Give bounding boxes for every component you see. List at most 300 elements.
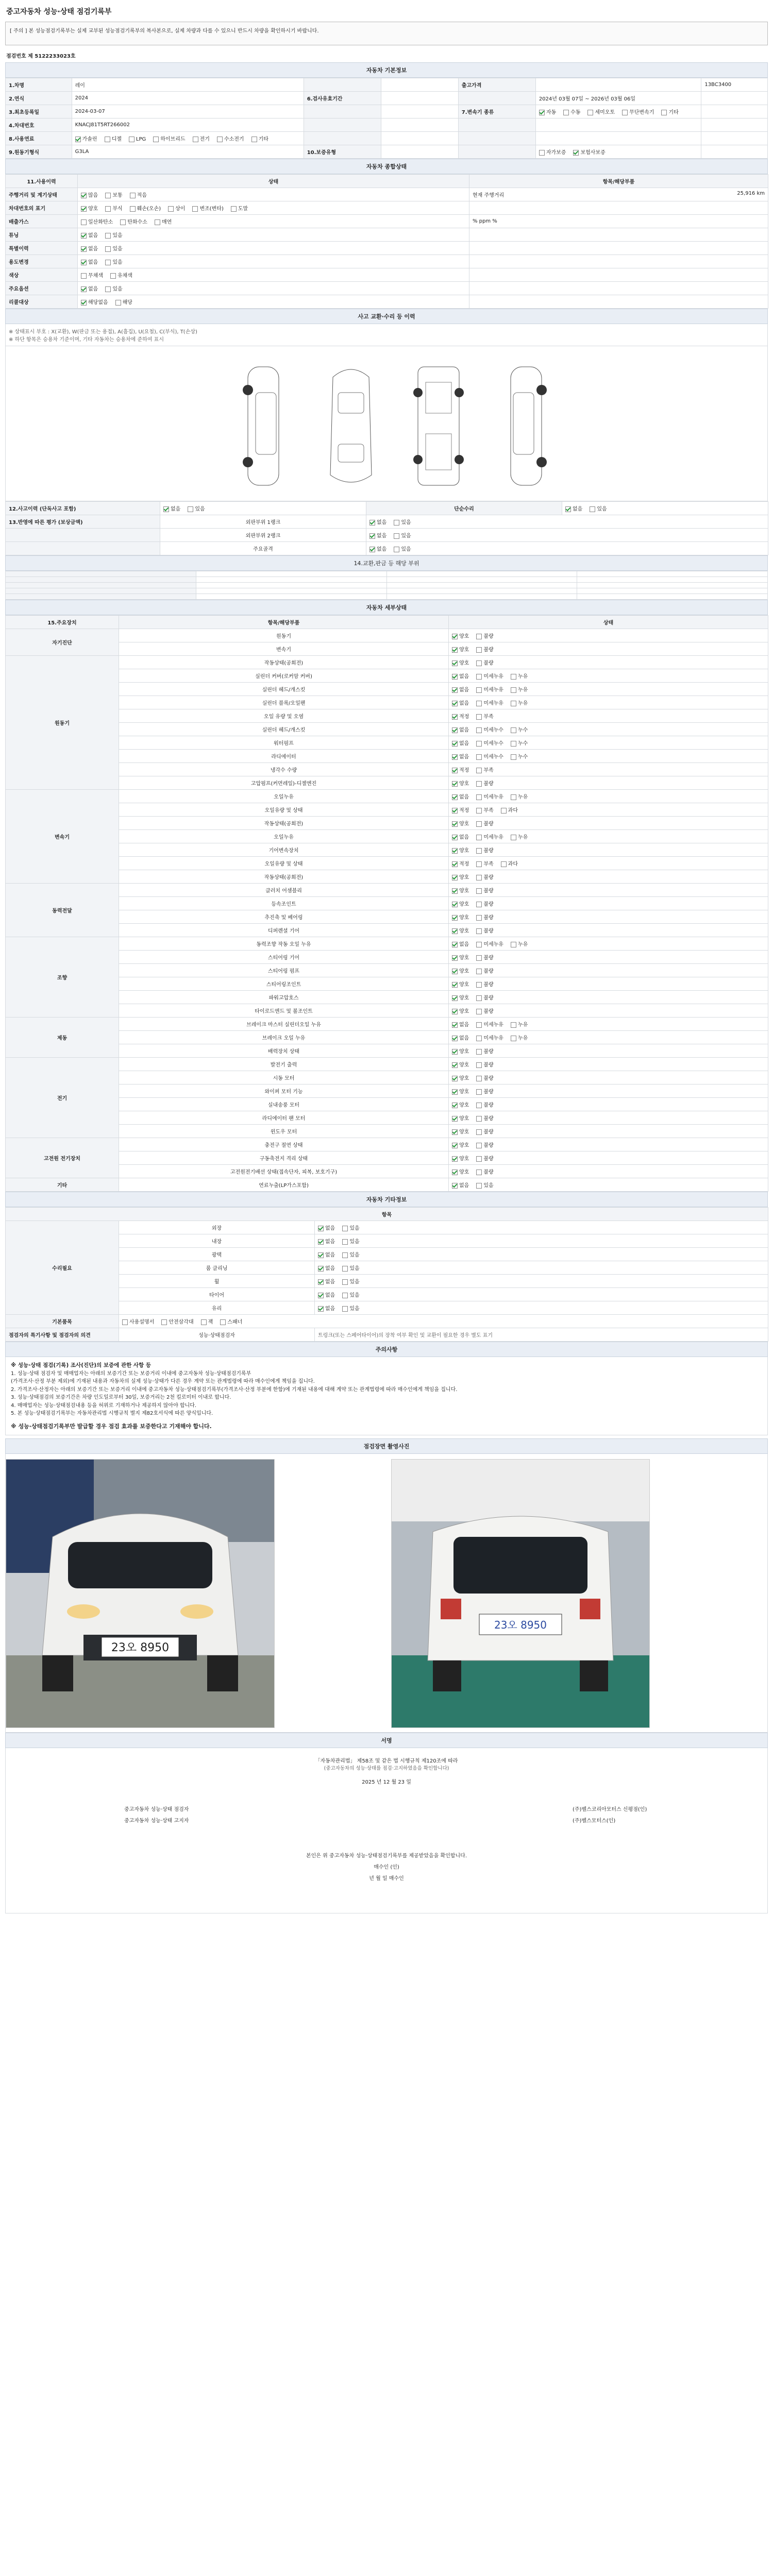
option-label: 양호 <box>459 821 469 827</box>
checkbox[interactable] <box>622 110 628 115</box>
option-label: 불량 <box>483 888 494 894</box>
checkbox[interactable] <box>318 1306 324 1312</box>
checkbox[interactable] <box>342 1279 348 1285</box>
checkbox[interactable] <box>75 137 81 142</box>
option-label: 보험사보증 <box>580 150 606 156</box>
transmission-option <box>563 110 580 115</box>
checkbox[interactable] <box>394 533 399 539</box>
checkbox[interactable] <box>452 982 458 988</box>
option-label: 불량 <box>483 848 494 854</box>
other-option <box>342 1266 359 1272</box>
checkbox[interactable] <box>452 875 458 880</box>
checkbox[interactable] <box>318 1293 324 1298</box>
checkbox[interactable] <box>511 942 516 947</box>
checkbox[interactable] <box>511 1022 516 1028</box>
checkbox[interactable] <box>342 1252 348 1258</box>
checkbox[interactable] <box>511 754 516 760</box>
checkbox[interactable] <box>318 1252 324 1258</box>
overall-option <box>81 193 98 198</box>
checkbox[interactable] <box>452 1143 458 1148</box>
checkbox[interactable] <box>476 687 482 693</box>
checkbox[interactable] <box>452 714 458 720</box>
detail-row <box>6 817 768 830</box>
checkbox[interactable] <box>452 995 458 1001</box>
checkbox[interactable] <box>115 300 121 306</box>
checkbox[interactable] <box>661 110 667 115</box>
checkbox[interactable] <box>476 995 482 1001</box>
checkbox[interactable] <box>81 193 87 198</box>
overall-option <box>81 260 98 265</box>
checkbox[interactable] <box>168 206 174 212</box>
detail-option <box>476 741 503 747</box>
checkbox[interactable] <box>452 634 458 639</box>
item-label: 시동 모터 <box>119 1071 449 1084</box>
row-label: 용도변경 <box>6 255 78 268</box>
sign-statement-2: (중고자동차의 성능·상태를 점검·고지하였음을 확인합니다) <box>324 1765 449 1771</box>
field-value: 2024-03-07 <box>72 105 304 118</box>
option-label: 있음 <box>401 533 411 539</box>
checkbox[interactable] <box>476 1170 482 1175</box>
field-value <box>381 105 458 118</box>
row-label <box>6 529 160 542</box>
checkbox[interactable] <box>511 741 516 747</box>
option-label: 잭 <box>208 1319 213 1325</box>
basic-info-table <box>5 78 768 159</box>
checkbox[interactable] <box>452 647 458 653</box>
checkbox[interactable] <box>476 821 482 827</box>
basic-items <box>119 1315 768 1328</box>
accident-sub-option <box>394 533 411 539</box>
option-label: 무단변속기 <box>629 110 654 115</box>
checkbox[interactable] <box>539 150 545 156</box>
detail-row <box>6 1178 768 1192</box>
checkbox[interactable] <box>81 286 87 292</box>
option-label: 누유 <box>517 701 528 706</box>
checkbox[interactable] <box>105 206 111 212</box>
checkbox[interactable] <box>563 110 569 115</box>
checkbox[interactable] <box>452 1062 458 1068</box>
detail-option <box>476 942 503 947</box>
field-label: 1.차명 <box>6 78 72 92</box>
field-label <box>304 105 381 118</box>
checkbox[interactable] <box>155 219 160 225</box>
checkbox[interactable] <box>452 915 458 921</box>
option-label: 미세누유 <box>483 942 503 947</box>
checkbox[interactable] <box>476 1143 482 1148</box>
front-photo <box>6 1459 275 1728</box>
checkbox[interactable] <box>476 768 482 773</box>
option-label: 불량 <box>483 1076 494 1081</box>
item-label: 고전원전기배선 상태(접속단자, 피복, 보호기구) <box>119 1165 449 1178</box>
item-options <box>315 1288 768 1301</box>
detail-option <box>476 781 493 787</box>
checkbox[interactable] <box>452 821 458 827</box>
checkbox[interactable] <box>476 1156 482 1162</box>
detail-option <box>476 821 493 827</box>
form-number-value: 5122233023호 <box>35 54 76 59</box>
option-label: 적정 <box>459 808 469 814</box>
simple-repair-option <box>590 506 607 512</box>
field-label <box>304 132 381 145</box>
checkbox[interactable] <box>476 915 482 921</box>
item-options <box>449 642 768 656</box>
field-value <box>72 132 304 145</box>
checkbox[interactable] <box>476 928 482 934</box>
checkbox[interactable] <box>452 781 458 787</box>
checkbox[interactable] <box>342 1226 348 1231</box>
checkbox[interactable] <box>476 1076 482 1081</box>
checkbox[interactable] <box>251 137 257 142</box>
checkbox[interactable] <box>452 848 458 854</box>
checkbox[interactable] <box>81 219 87 225</box>
overall-option <box>81 206 98 212</box>
detail-option <box>452 875 469 880</box>
checkbox[interactable] <box>476 674 482 680</box>
checkbox[interactable] <box>318 1279 324 1285</box>
option-label: 없음 <box>459 1183 469 1189</box>
checkbox[interactable] <box>193 137 198 142</box>
detail-option <box>511 835 528 840</box>
section-other-header: 자동차 기타정보 <box>5 1192 768 1207</box>
item-label: 스티어링조인트 <box>119 977 449 991</box>
checkbox[interactable] <box>81 300 87 306</box>
option-label: 누유 <box>517 1036 528 1041</box>
detail-option <box>452 794 469 800</box>
item-label: 충전구 절연 상태 <box>119 1138 449 1151</box>
option-label: 양호 <box>88 206 98 212</box>
field-label: 9.원동기형식 <box>6 145 72 159</box>
detail-option <box>476 1022 503 1028</box>
checkbox[interactable] <box>452 1089 458 1095</box>
checkbox[interactable] <box>81 206 87 212</box>
checkbox[interactable] <box>452 1156 458 1162</box>
checkbox[interactable] <box>452 701 458 706</box>
row-label: 리콜대상 <box>6 295 78 309</box>
detail-option <box>501 808 518 814</box>
checkbox[interactable] <box>122 1319 128 1325</box>
checkbox[interactable] <box>452 1049 458 1055</box>
checkbox[interactable] <box>476 861 482 867</box>
checkbox[interactable] <box>476 1009 482 1014</box>
detail-option <box>476 1170 493 1175</box>
checkbox[interactable] <box>130 193 136 198</box>
checkbox[interactable] <box>318 1226 324 1231</box>
other-option <box>318 1279 335 1285</box>
option-label: 있음 <box>349 1306 360 1312</box>
section-sign-header: 서명 <box>5 1733 768 1748</box>
checkbox[interactable] <box>476 875 482 880</box>
item-label: 워터펌프 <box>119 736 449 750</box>
caution-notes <box>5 1357 768 1435</box>
checkbox[interactable] <box>452 1022 458 1028</box>
checkbox[interactable] <box>476 1103 482 1108</box>
option-label: 유채색 <box>117 273 132 279</box>
row-options <box>78 268 469 282</box>
checkbox[interactable] <box>501 808 507 814</box>
checkbox[interactable] <box>105 193 111 198</box>
checkbox[interactable] <box>476 634 482 639</box>
item-label: 타이로드엔드 및 볼조인트 <box>119 1004 449 1018</box>
fuel-option <box>129 137 146 142</box>
checkbox[interactable] <box>105 246 111 252</box>
checkbox[interactable] <box>452 794 458 800</box>
detail-option <box>476 1089 493 1095</box>
item-options <box>449 991 768 1004</box>
checkbox[interactable] <box>511 674 516 680</box>
checkbox[interactable] <box>452 1129 458 1135</box>
detail-option <box>452 1170 469 1175</box>
checkbox[interactable] <box>452 727 458 733</box>
checkbox[interactable] <box>590 506 595 512</box>
checkbox[interactable] <box>476 647 482 653</box>
detail-row <box>6 910 768 924</box>
checkbox[interactable] <box>452 1183 458 1189</box>
checkbox[interactable] <box>511 701 516 706</box>
checkbox[interactable] <box>476 835 482 840</box>
group-label: 동력전달 <box>6 884 119 937</box>
checkbox[interactable] <box>476 1022 482 1028</box>
checkbox[interactable] <box>476 808 482 814</box>
checkbox[interactable] <box>476 781 482 787</box>
detail-row <box>6 1165 768 1178</box>
detail-row <box>6 857 768 870</box>
item-label: 오일유량 및 상태 <box>119 803 449 817</box>
checkbox[interactable] <box>452 674 458 680</box>
checkbox[interactable] <box>342 1293 348 1298</box>
checkbox[interactable] <box>476 701 482 706</box>
checkbox[interactable] <box>511 727 516 733</box>
option-label: 양호 <box>459 928 469 934</box>
row-label: 단순수리 <box>366 502 562 515</box>
checkbox[interactable] <box>394 520 399 526</box>
column-header: 상태 <box>78 175 469 188</box>
item-options <box>449 776 768 790</box>
detail-row <box>6 709 768 723</box>
option-label: 양호 <box>459 781 469 787</box>
sub-options <box>366 529 768 542</box>
receiver-date: 년 월 일 매수인 <box>369 1875 404 1882</box>
checkbox[interactable] <box>511 687 516 693</box>
detail-option <box>511 1036 528 1041</box>
checkbox[interactable] <box>501 861 507 867</box>
row-sublabel: 성능·상태점검자 <box>119 1328 315 1342</box>
detail-option <box>476 727 503 733</box>
checkbox[interactable] <box>220 1319 226 1325</box>
item-label: 실내송풍 모터 <box>119 1098 449 1111</box>
checkbox[interactable] <box>153 137 159 142</box>
detail-row <box>6 924 768 937</box>
checkbox[interactable] <box>105 286 111 292</box>
checkbox[interactable] <box>476 754 482 760</box>
overall-row <box>6 242 768 255</box>
checkbox[interactable] <box>476 1129 482 1135</box>
option-label: 누유 <box>517 794 528 800</box>
field-value <box>381 145 458 159</box>
checkbox[interactable] <box>231 206 237 212</box>
detail-option <box>476 701 503 706</box>
checkbox[interactable] <box>476 1062 482 1068</box>
basic-row <box>6 145 768 159</box>
checkbox[interactable] <box>476 982 482 988</box>
checkbox[interactable] <box>476 888 482 894</box>
checkbox[interactable] <box>452 835 458 840</box>
checkbox[interactable] <box>565 506 571 512</box>
photo-area <box>5 1454 768 1733</box>
item-options <box>449 1018 768 1031</box>
option-label: 양호 <box>459 955 469 961</box>
row-label: 특별이력 <box>6 242 78 255</box>
checkbox[interactable] <box>81 233 87 239</box>
detail-option <box>452 1036 469 1041</box>
option-label: 있음 <box>401 547 411 552</box>
detail-row <box>6 897 768 910</box>
checkbox[interactable] <box>476 969 482 974</box>
transmission-option <box>539 110 556 115</box>
checkbox[interactable] <box>452 1009 458 1014</box>
option-label: 없음 <box>325 1279 335 1285</box>
checkbox[interactable] <box>452 808 458 814</box>
checkbox[interactable] <box>369 533 375 539</box>
checkbox[interactable] <box>452 1076 458 1081</box>
section-basic-header: 자동차 기본정보 <box>5 62 768 78</box>
item-label: 파워고압호스 <box>119 991 449 1004</box>
checkbox[interactable] <box>511 1036 516 1041</box>
detail-option <box>452 687 469 693</box>
checkbox[interactable] <box>452 942 458 947</box>
detail-option <box>452 928 469 934</box>
checkbox[interactable] <box>342 1306 348 1312</box>
checkbox[interactable] <box>476 1116 482 1122</box>
checkbox[interactable] <box>452 928 458 934</box>
checkbox[interactable] <box>188 506 193 512</box>
checkbox[interactable] <box>452 1170 458 1175</box>
checkbox[interactable] <box>476 1089 482 1095</box>
option-label: 양호 <box>459 634 469 639</box>
caution-line: 4. 매매업자는 성능·상태점검내용 등을 허위로 기재하거나 제공하지 않아야 합니다. <box>11 1402 197 1409</box>
checkbox[interactable] <box>476 1036 482 1041</box>
checkbox[interactable] <box>105 137 110 142</box>
checkbox[interactable] <box>342 1266 348 1272</box>
checkbox[interactable] <box>476 714 482 720</box>
item-label: 라디에이터 팬 모터 <box>119 1111 449 1125</box>
checkbox[interactable] <box>476 955 482 961</box>
item-label: 내장 <box>119 1234 315 1248</box>
checkbox[interactable] <box>452 1116 458 1122</box>
checkbox[interactable] <box>452 955 458 961</box>
field-value: G3LA <box>72 145 304 159</box>
overall-row <box>6 282 768 295</box>
detail-row <box>6 1098 768 1111</box>
detail-row <box>6 1071 768 1084</box>
item-label: 원동기 <box>119 629 449 642</box>
rank-value <box>577 588 768 594</box>
checkbox[interactable] <box>201 1319 207 1325</box>
option-label: 불량 <box>483 821 494 827</box>
checkbox[interactable] <box>452 741 458 747</box>
option-label: 수소전기 <box>224 137 244 142</box>
overall-option <box>115 300 132 306</box>
option-label: 적정 <box>459 768 469 773</box>
detail-row <box>6 977 768 991</box>
checkbox[interactable] <box>369 547 375 552</box>
item-options <box>449 1178 768 1192</box>
checkbox[interactable] <box>476 902 482 907</box>
checkbox[interactable] <box>452 888 458 894</box>
checkbox[interactable] <box>120 219 126 225</box>
checkbox[interactable] <box>217 137 223 142</box>
checkbox[interactable] <box>163 506 169 512</box>
checkbox[interactable] <box>476 794 482 800</box>
checkbox[interactable] <box>476 741 482 747</box>
checkbox[interactable] <box>452 768 458 773</box>
checkbox[interactable] <box>452 1036 458 1041</box>
checkbox[interactable] <box>511 835 516 840</box>
checkbox[interactable] <box>81 273 87 279</box>
checkbox[interactable] <box>452 861 458 867</box>
checkbox[interactable] <box>342 1239 348 1245</box>
checkbox[interactable] <box>452 1103 458 1108</box>
other-option <box>318 1266 335 1272</box>
checkbox[interactable] <box>81 246 87 252</box>
option-label: 세미오토 <box>595 110 615 115</box>
option-label: 누유 <box>517 674 528 680</box>
checkbox[interactable] <box>452 902 458 907</box>
checkbox[interactable] <box>105 233 111 239</box>
checkbox[interactable] <box>476 727 482 733</box>
checkbox[interactable] <box>539 110 545 115</box>
detail-row <box>6 1084 768 1098</box>
detail-option <box>452 1022 469 1028</box>
option-label: 누수 <box>517 741 528 747</box>
detail-row <box>6 696 768 709</box>
checkbox[interactable] <box>394 547 399 552</box>
checkbox[interactable] <box>476 942 482 947</box>
checkbox[interactable] <box>192 206 198 212</box>
sub-label: 외판부위 1랭크 <box>160 515 366 529</box>
overall-option <box>110 273 132 279</box>
checkbox[interactable] <box>369 520 375 526</box>
checkbox[interactable] <box>318 1266 324 1272</box>
detail-row <box>6 750 768 763</box>
checkbox[interactable] <box>110 273 116 279</box>
detail-option <box>452 1129 469 1135</box>
checkbox[interactable] <box>587 110 593 115</box>
checkbox[interactable] <box>105 260 111 265</box>
checkbox[interactable] <box>161 1319 167 1325</box>
checkbox[interactable] <box>476 1183 482 1189</box>
checkbox[interactable] <box>476 848 482 854</box>
checkbox[interactable] <box>129 137 135 142</box>
checkbox[interactable] <box>130 206 136 212</box>
row-label: 차대번호의 표기 <box>6 201 78 215</box>
checkbox[interactable] <box>452 754 458 760</box>
other-option <box>318 1226 335 1231</box>
rear-plate-text: 23오 8950 <box>494 1618 547 1631</box>
checkbox[interactable] <box>81 260 87 265</box>
checkbox[interactable] <box>476 1049 482 1055</box>
checkbox[interactable] <box>573 150 579 156</box>
legend-line-1: ※ 상태표시 부호 : X(교환), W(판금 또는 용접), A(흠집), U(요철), C(부식), T(손상) <box>9 329 197 335</box>
checkbox[interactable] <box>452 687 458 693</box>
checkbox[interactable] <box>476 660 482 666</box>
checkbox[interactable] <box>318 1239 324 1245</box>
option-label: 없음 <box>325 1252 335 1258</box>
checkbox[interactable] <box>452 660 458 666</box>
checkbox[interactable] <box>452 969 458 974</box>
checkbox[interactable] <box>511 794 516 800</box>
field-label: 8.사용연료 <box>6 132 72 145</box>
detail-row <box>6 736 768 750</box>
